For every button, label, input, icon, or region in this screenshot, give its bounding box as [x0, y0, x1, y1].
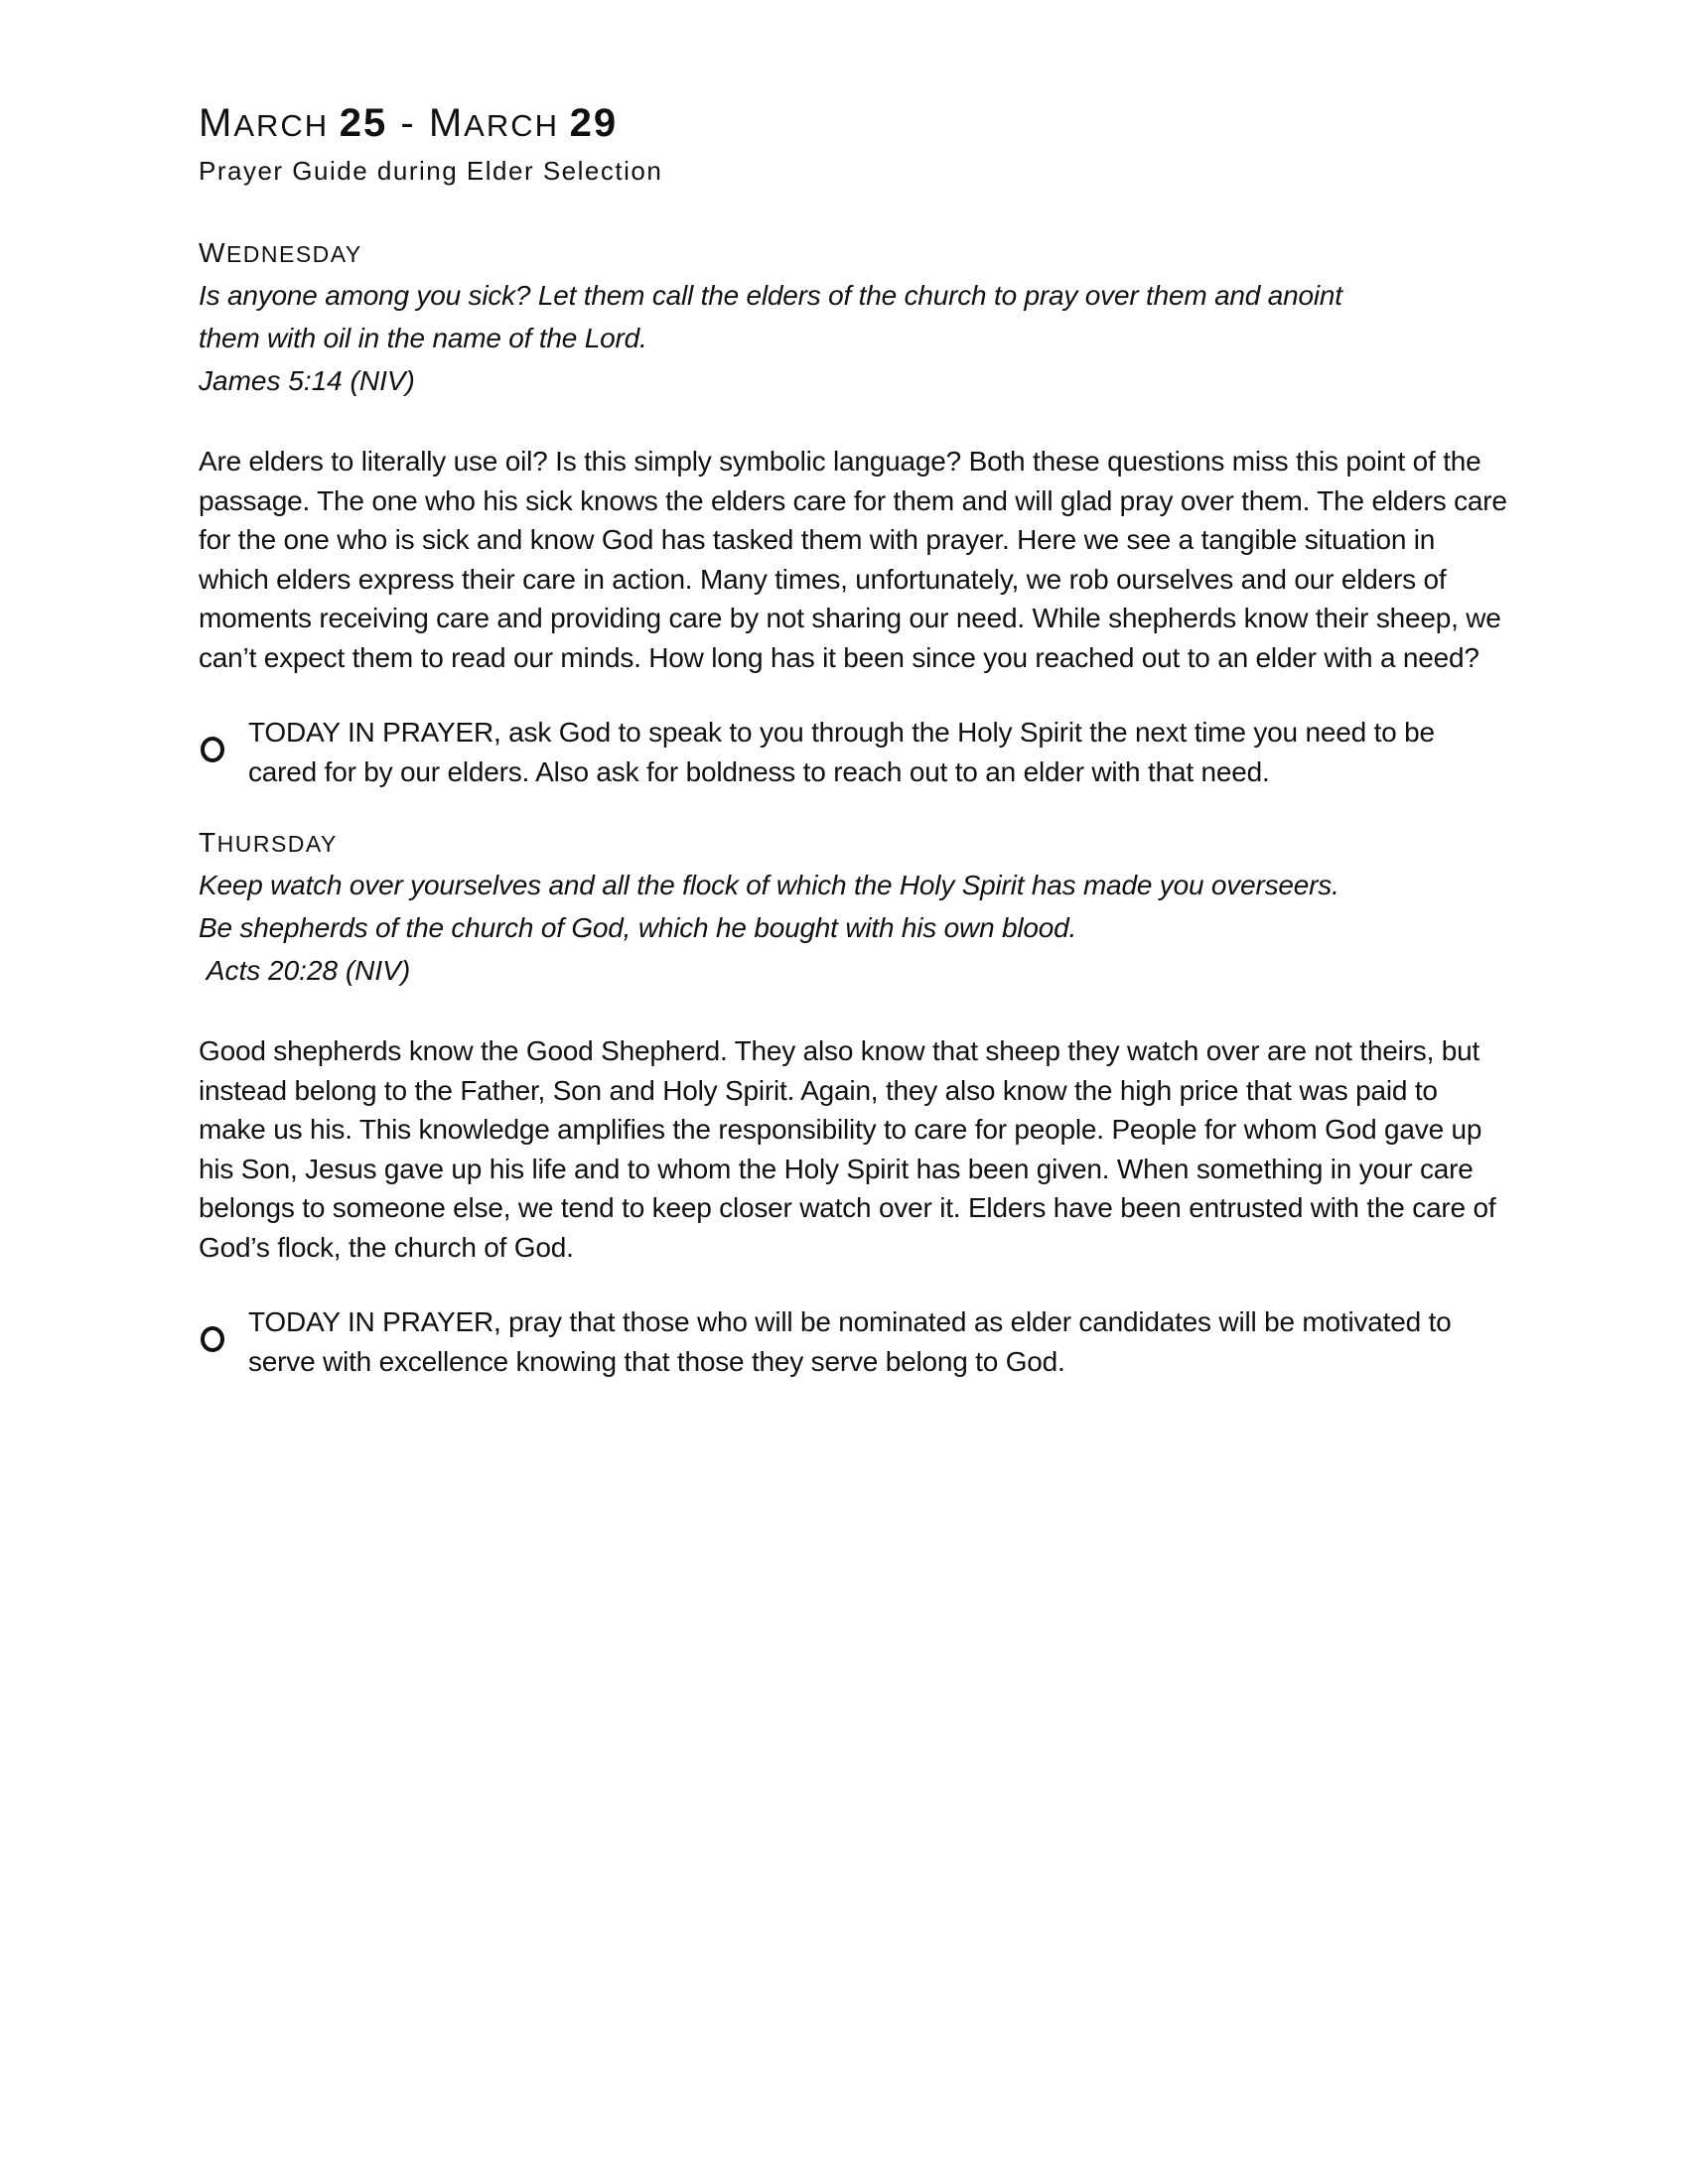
title-part: -: [387, 101, 429, 145]
devotional-body: Are elders to literally use oil? Is this simply symbolic language? Both these questions miss this point of the passage. The one who his sick knows the elders care for them and will glad pray over them. The elders care for the one who is sick and know God has tasked them with prayer. Here we see a tangible situation in which elders express their care in action. Many times, unfortunately, we rob ourselves and our elders of moments receiving care and providing care by not sharing our need. While shepherds know their sheep, we can’t expect them to read our minds. How long has it been since you reached out to an elder with a need?: [199, 446, 1507, 673]
scripture-reference: James 5:14 (NIV): [199, 365, 415, 396]
scripture-reference: Acts 20:28 (NIV): [199, 955, 411, 986]
day-heading-rest: EDNESDAY: [225, 241, 362, 267]
prayer-prompt: [199, 1302, 1509, 1381]
prayer-text: TODAY IN PRAYER, ask God to speak to you through the Holy Spirit the next time you need to be cared for by our elders. Also ask for boldness to reach out to an elder with that need.: [248, 717, 1435, 787]
title-part: ARCH: [233, 108, 340, 143]
section-thursday: [199, 825, 1509, 1381]
page-title: [199, 99, 1509, 150]
title-part: 29: [569, 101, 619, 145]
verse-line: Be shepherds of the church of God, which he bought with his own blood.: [199, 912, 1077, 943]
verse-line: Is anyone among you sick? Let them call the elders of the church to pray over them and anoint: [199, 280, 1342, 311]
scripture-verse: [199, 864, 1509, 949]
scripture-verse: [199, 274, 1509, 359]
title-part: M: [199, 101, 234, 145]
day-heading-initial: T: [199, 827, 217, 858]
day-heading: [199, 235, 1509, 272]
circle-bullet-icon: [201, 737, 224, 762]
day-heading-rest: HURSDAY: [216, 831, 338, 857]
devotional-body: Good shepherds know the Good Shepherd. They also know that sheep they watch over are not theirs, but instead belong to the Father, Son and Holy Spirit. Again, they also know the high price that was paid to make us his. This knowledge amplifies the responsibility to care for people. People for whom God gave up his Son, Jesus gave up his life and to whom the Holy Spirit has been given. When something in your care belongs to someone else, we tend to keep closer watch over it. Elders have been entrusted with the care of God’s flock, the church of God.: [199, 1035, 1496, 1263]
day-heading: [199, 825, 1509, 862]
title-part: ARCH: [464, 108, 570, 143]
verse-line: them with oil in the name of the Lord.: [199, 323, 647, 353]
title-part: M: [428, 101, 465, 145]
title-part: 25: [339, 101, 388, 145]
page-subtitle: Prayer Guide during Elder Selection: [199, 156, 663, 186]
day-heading-initial: W: [199, 237, 226, 268]
circle-bullet-icon: [201, 1326, 224, 1352]
verse-line: Keep watch over yourselves and all the flock of which the Holy Spirit has made you overseers.: [199, 870, 1339, 900]
prayer-prompt: [199, 713, 1509, 791]
prayer-text: TODAY IN PRAYER, pray that those who will be nominated as elder candidates will be motivated to serve with excellence knowing that those they serve belong to God.: [248, 1306, 1452, 1377]
section-wednesday: [199, 235, 1509, 791]
document-page: [199, 99, 1509, 1381]
